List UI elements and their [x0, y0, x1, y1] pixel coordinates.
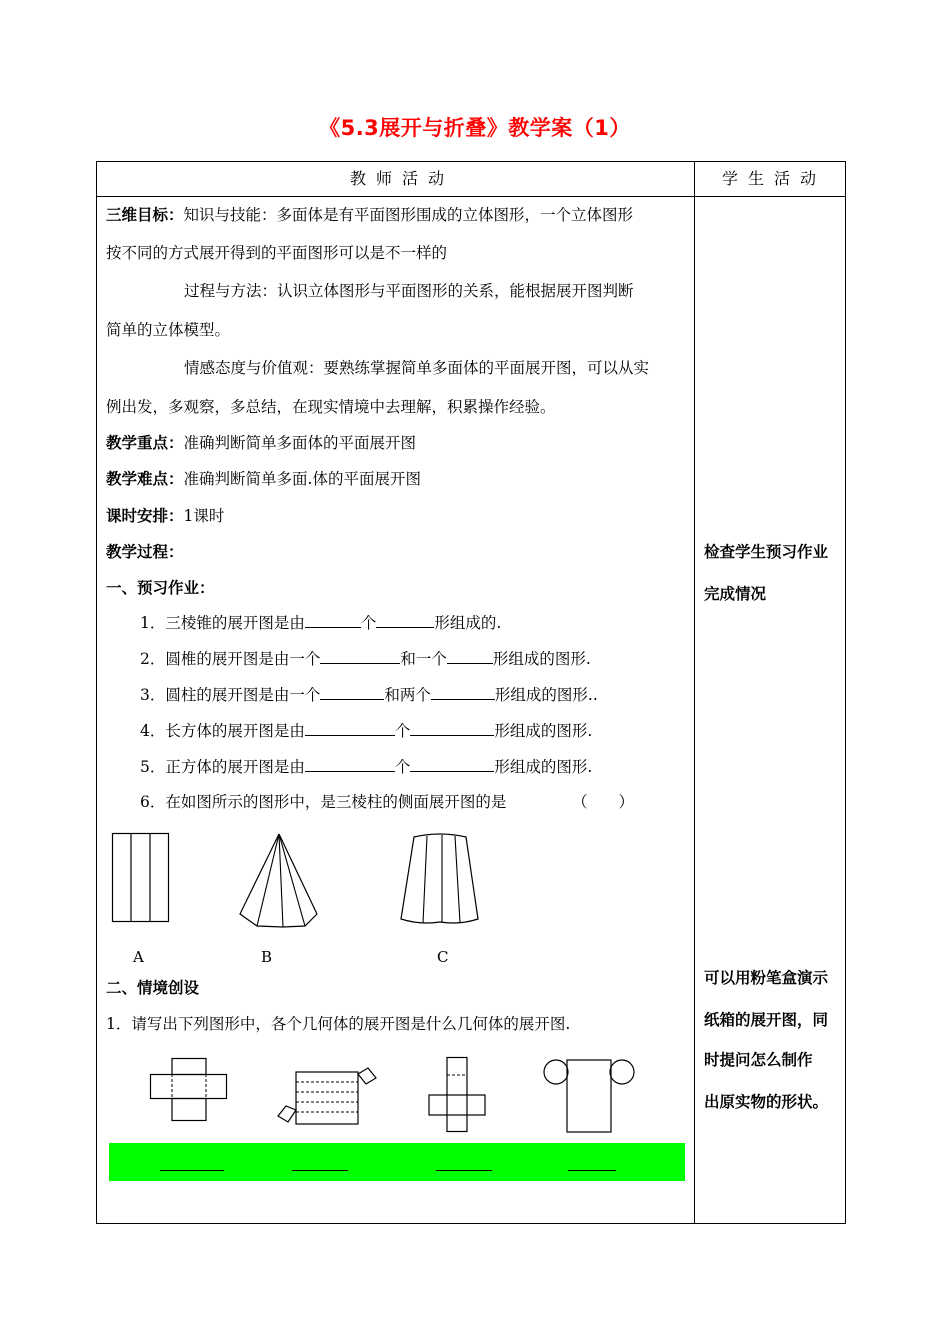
q2-blank-1[interactable] [320, 648, 400, 664]
question-3 [140, 684, 598, 705]
q4-text-b: 个 [394, 722, 411, 740]
figure-label-c: C [437, 948, 449, 966]
section2-question-1: 1．请写出下列图形中，各个几何体的展开图是什么几何体的展开图. [106, 1015, 571, 1033]
student-note-2-line-4: 出原实物的形状。 [704, 1093, 829, 1111]
q3-blank-2[interactable] [431, 684, 495, 700]
question-1 [140, 612, 501, 633]
net-cylinder [543, 1057, 635, 1133]
q5-text-b: 个 [394, 758, 411, 776]
key-point-row [106, 433, 416, 453]
q5-text-a: 5．正方体的展开图是由 [140, 758, 305, 776]
question-2 [140, 648, 591, 669]
q1-text-a: 1．三棱锥的展开图是由 [140, 614, 305, 632]
schedule-row [106, 506, 224, 526]
header-divider [96, 196, 846, 197]
answer-blank-3[interactable] [436, 1170, 492, 1171]
section1-heading: 一、预习作业： [106, 579, 215, 597]
goals-line-5: 情感态度与价值观：要熟练掌握简单多面体的平面展开图，可以从实 [184, 359, 650, 377]
q5-blank-1[interactable] [305, 756, 395, 772]
q3-text-c: 形组成的图形.. [494, 686, 598, 704]
goals-line-1: 知识与技能：多面体是有平面图形围成的立体图形，一个立体图形 [183, 206, 634, 224]
goals-line-6: 例出发，多观察，多总结，在现实情境中去理解，积累操作经验。 [106, 398, 556, 416]
answer-blank-4[interactable] [568, 1170, 616, 1171]
difficulty-row [106, 469, 421, 489]
q3-blank-1[interactable] [320, 684, 384, 700]
q4-blank-1[interactable] [305, 720, 395, 736]
question-6 [140, 792, 506, 812]
q2-blank-2[interactable] [447, 648, 493, 664]
question-5 [140, 756, 592, 777]
column-divider [694, 161, 695, 1224]
q4-text-c: 形组成的图形. [494, 722, 593, 740]
figure-c-fan-net [400, 833, 480, 925]
goals-row-1 [106, 205, 633, 225]
document-title: 《5.3展开与折叠》教学案（1） [319, 116, 631, 140]
process-label: 教学过程： [106, 543, 184, 561]
q1-text-b: 个 [360, 614, 377, 632]
q3-text-a: 3．圆柱的展开图是由一个 [140, 686, 321, 704]
q4-text-a: 4．长方体的展开图是由 [140, 722, 305, 740]
schedule-text: 1课时 [183, 507, 225, 525]
answer-band [109, 1143, 685, 1181]
q1-blank-2[interactable] [376, 612, 434, 628]
student-note-1-line-2: 完成情况 [704, 585, 767, 603]
answer-blank-2[interactable] [292, 1170, 348, 1171]
student-note-2-line-2: 纸箱的展开图，同 [704, 1011, 829, 1029]
q6-answer-paren: （ ） [572, 793, 635, 811]
q1-blank-1[interactable] [305, 612, 361, 628]
net-prism-striped [276, 1092, 386, 1132]
difficulty-text: 准确判断简单多面.体的平面展开图 [183, 470, 421, 488]
q6-text: 6．在如图所示的图形中，是三棱柱的侧面展开图的是 [140, 793, 507, 811]
q1-text-c: 形组成的. [434, 614, 502, 632]
q5-blank-2[interactable] [410, 756, 494, 772]
answer-blank-1[interactable] [160, 1170, 224, 1171]
q2-text-a: 2．圆椎的展开图是由一个 [140, 650, 321, 668]
key-point-text: 准确判断简单多面体的平面展开图 [183, 434, 417, 452]
q3-text-b: 和两个 [384, 686, 431, 704]
figure-a-rectangles [112, 833, 170, 923]
key-point-label: 教学重点： [106, 434, 184, 452]
section2-heading: 二、情境创设 [106, 979, 200, 997]
student-note-2-line-3: 时提问怎么制作 [704, 1051, 813, 1069]
goals-line-3: 过程与方法：认识立体图形与平面图形的关系，能根据展开图判断 [184, 282, 634, 300]
header-teacher-activity: 教师活动 [350, 169, 455, 188]
difficulty-label: 教学难点： [106, 470, 184, 488]
goals-label: 三维目标： [106, 206, 184, 224]
net-cube-cross [428, 1057, 488, 1133]
goals-line-4: 简单的立体模型。 [106, 321, 231, 339]
figure-b-pyramid-net [239, 833, 319, 929]
student-note-2-line-1: 可以用粉笔盒演示 [704, 969, 829, 987]
q2-text-c: 形组成的图形. [492, 650, 591, 668]
net-cuboid-cross [150, 1058, 228, 1122]
q4-blank-2[interactable] [410, 720, 494, 736]
schedule-label: 课时安排： [106, 507, 184, 525]
q2-text-b: 和一个 [400, 650, 447, 668]
question-4 [140, 720, 592, 741]
figure-label-b: B [261, 948, 273, 966]
q5-text-c: 形组成的图形. [494, 758, 593, 776]
header-student-activity: 学生活动 [722, 169, 827, 188]
goals-line-2: 按不同的方式展开得到的平面图形可以是不一样的 [106, 244, 448, 262]
student-note-1-line-1: 检查学生预习作业 [704, 543, 829, 561]
figure-label-a: A [133, 948, 144, 966]
